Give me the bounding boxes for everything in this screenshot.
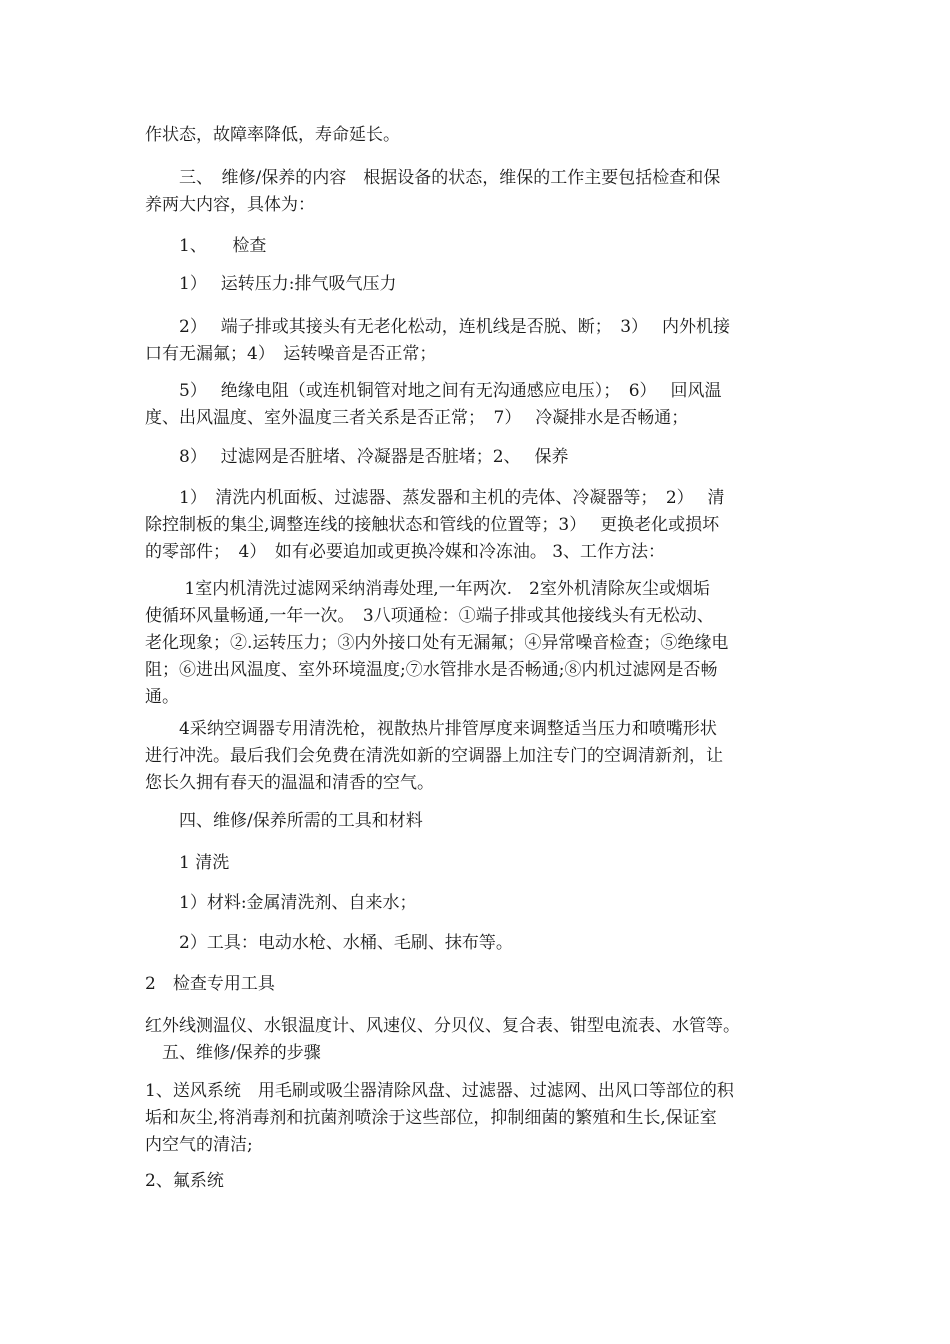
text-line: 2 检查专用工具 (145, 974, 275, 994)
fluorine-system-heading (145, 1168, 224, 1195)
text-line: 8） 过滤网是否脏堵、冷凝器是否脏堵；2、 保养 (145, 447, 569, 467)
text-line: 老化现象；②.运转压力；③内外接口处有无漏氟；④异常噪音检查；⑤绝缘电 (145, 633, 729, 653)
text-line: 4采纳空调器专用清洗枪，视散热片排管厚度来调整适当压力和喷嘴形状 (145, 719, 717, 739)
text-line: 垢和灰尘,将消毒剂和抗菌剂喷涂于这些部位，抑制细菌的繁殖和生长,保证室 (145, 1108, 717, 1128)
text-line: 1） 运转压力:排气吸气压力 (145, 274, 397, 294)
inspection-item-8-and-maintenance-heading (145, 444, 568, 471)
text-line: 阻；⑥进出风温度、室外环境温度;⑦水管排水是否畅通;⑧内机过滤网是否畅 (145, 660, 718, 680)
cleaning-gun-paragraph (145, 716, 723, 797)
text-line: 1 清洗 (145, 853, 230, 873)
text-line: 红外线测温仪、水银温度计、风速仪、分贝仪、复合表、钳型电流表、水管等。 (145, 1016, 740, 1036)
cleaning-subheading (145, 850, 229, 877)
maintenance-items (145, 485, 725, 566)
text-line: 1）材料:金属清洗剂、自来水； (145, 893, 417, 913)
text-line: 作状态，故障率降低，寿命延长。 (145, 125, 400, 145)
text-line: 四、维修/保养所需的工具和材料 (145, 811, 423, 831)
cleaning-materials (145, 890, 417, 917)
text-line: 三、 维修/保养的内容 根据设备的状态，维保的工作主要包括检查和保 (145, 168, 721, 188)
inspection-tools-heading (145, 971, 275, 998)
text-line: 使循环风量畅通,一年一次。 3八项通检：①端子排或其他接线头有无松动、 (145, 606, 714, 626)
inspection-items-5-7 (145, 378, 721, 432)
text-line: 度、出风温度、室外温度三者关系是否正常； 7） 冷凝排水是否畅通； (145, 408, 689, 428)
text-line: 的零部件； 4） 如有必要追加或更换冷媒和冷冻油。 3、工作方法： (145, 542, 666, 562)
section-4-heading (145, 808, 423, 835)
text-line: 进行冲洗。最后我们会免费在清洗如新的空调器上加注专门的空调清新剂，让 (145, 746, 723, 766)
text-line: 口有无漏氟；4） 运转噪音是否正常； (145, 344, 437, 364)
air-supply-system-paragraph (145, 1078, 734, 1159)
inspection-items-2-4 (145, 314, 730, 368)
paragraph-status-summary (145, 122, 400, 149)
text-line: 1） 清洗内机面板、过滤器、蒸发器和主机的壳体、冷凝器等； 2） 清 (145, 488, 725, 508)
inspection-heading (145, 233, 266, 260)
text-line: 1室内机清洗过滤网采纳消毒处理,一年两次. 2室外机清除灰尘或烟垢 (145, 579, 710, 599)
text-line: 2） 端子排或其接头有无老化松动，连机线是否脱、断； 3） 内外机接 (145, 317, 730, 337)
section-3-heading-paragraph (145, 165, 720, 219)
text-line: 1、送风系统 用毛刷或吸尘器清除风盘、过滤器、过滤网、出风口等部位的积 (145, 1081, 734, 1101)
text-line: 5） 绝缘电阻（或连机铜管对地之间有无沟通感应电压）； 6） 回风温 (145, 381, 722, 401)
text-line: 内空气的清洁; (145, 1135, 253, 1155)
text-line: 除控制板的集尘,调整连线的接触状态和管线的位置等；3） 更换老化或损坏 (145, 515, 720, 535)
text-line: 2）工具：电动水枪、水桶、毛刷、抹布等。 (145, 933, 513, 953)
text-line: 2、氟系统 (145, 1171, 224, 1191)
inspection-tools-list-and-section-5 (145, 1013, 740, 1067)
text-line: 五、维修/保养的步骤 (145, 1043, 321, 1063)
text-line: 养两大内容，具体为： (145, 195, 315, 215)
text-line: 您长久拥有春天的温温和清香的空气。 (145, 773, 434, 793)
cleaning-tools (145, 930, 513, 957)
text-line: 1、 检查 (145, 236, 267, 256)
work-methods-paragraph (145, 576, 728, 711)
inspection-item-1 (145, 271, 396, 298)
text-line: 通。 (145, 687, 179, 707)
